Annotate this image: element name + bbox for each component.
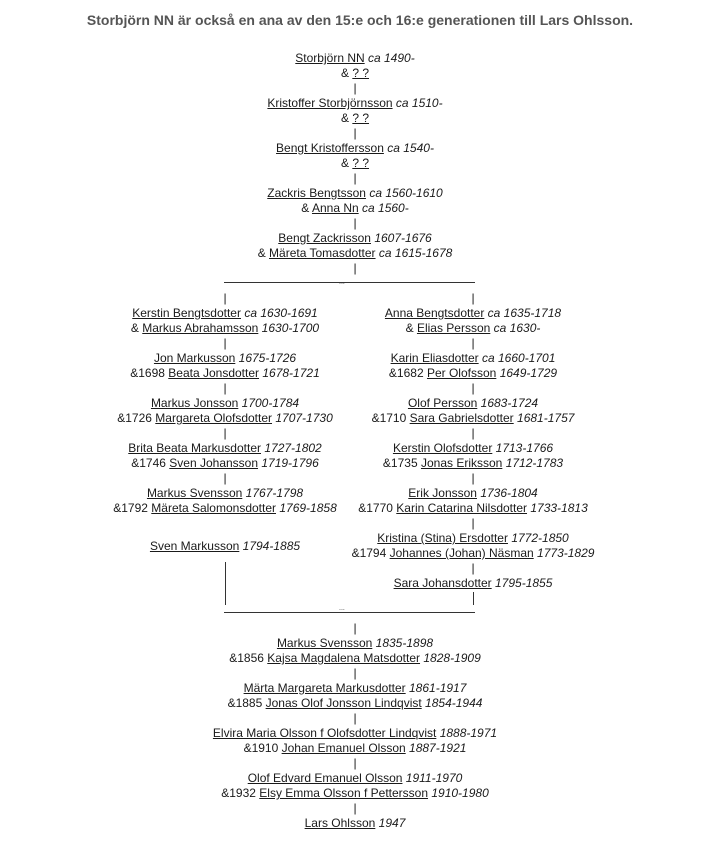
marriage-prefix: &1682 <box>388 366 427 380</box>
person-line <box>155 771 555 786</box>
person-line <box>330 306 616 321</box>
connector: | <box>471 291 475 305</box>
person-link[interactable]: Kristina (Stina) Ersdotter <box>377 531 508 545</box>
person-line <box>155 231 555 246</box>
spouse-line <box>330 456 616 471</box>
marriage-prefix: &1746 <box>131 456 170 470</box>
spouse-link[interactable]: ? ? <box>352 66 370 80</box>
connector: | <box>471 336 475 350</box>
marriage-prefix: &1932 <box>221 786 260 800</box>
spouse-line <box>155 156 555 171</box>
spouse-line <box>155 786 555 801</box>
person-link[interactable]: Markus Svensson <box>146 486 243 500</box>
person-dates: 1947 <box>378 816 406 830</box>
connector: | <box>223 426 227 440</box>
spouse-line <box>155 66 555 81</box>
spouse-dates: 1828-1909 <box>423 651 481 665</box>
spouse-link[interactable]: ? ? <box>352 156 370 170</box>
person-link[interactable]: Karin Eliasdotter <box>390 351 479 365</box>
spouse-line <box>330 546 616 561</box>
person-line <box>155 96 555 111</box>
person-link[interactable]: Markus Svensson <box>276 636 373 650</box>
spouse-line <box>155 246 555 261</box>
connector: | <box>353 261 357 275</box>
person-dates: 1772-1850 <box>511 531 569 545</box>
spouse-dates: 1910-1980 <box>431 786 489 800</box>
person-dates: 1607-1676 <box>374 231 432 245</box>
spouse-dates: ca 1630- <box>493 321 541 335</box>
spouse-link[interactable]: ? ? <box>352 111 370 125</box>
person-line <box>85 306 365 321</box>
spouse-line <box>85 366 365 381</box>
connector: | <box>353 711 357 725</box>
marriage-prefix: &1710 <box>371 411 410 425</box>
fork-line-top <box>224 282 475 283</box>
spouse-link[interactable]: Jonas Eriksson <box>420 456 503 470</box>
left-branch <box>85 291 365 554</box>
fork-ellipsis: ... <box>339 279 345 286</box>
spouse-link[interactable]: Anna Nn <box>311 201 359 215</box>
marriage-prefix: &1856 <box>229 651 268 665</box>
person-dates: 1727-1802 <box>264 441 322 455</box>
person-dates: ca 1540- <box>387 141 434 155</box>
right-branch-connector <box>473 592 474 605</box>
spouse-link[interactable]: Märeta Salomonsdotter <box>151 501 277 515</box>
spouse-dates: 1678-1721 <box>262 366 320 380</box>
connector: | <box>353 666 357 680</box>
spouse-line <box>330 321 616 336</box>
marriage-prefix: &1792 <box>113 501 152 515</box>
person-line <box>155 681 555 696</box>
person-dates: 1794-1885 <box>242 539 301 553</box>
spouse-line <box>155 741 555 756</box>
marriage-prefix: & <box>405 321 417 335</box>
person-link[interactable]: Lars Ohlsson <box>304 816 376 830</box>
left-branch-connector <box>225 562 226 605</box>
person-dates: ca 1560-1610 <box>369 186 443 200</box>
connector: | <box>353 171 357 185</box>
spouse-dates: 1630-1700 <box>261 321 320 335</box>
connector: | <box>471 381 475 395</box>
person-link[interactable]: Bengt Kristoffersson <box>276 141 384 155</box>
person-line <box>155 51 555 66</box>
marriage-prefix: &1726 <box>117 411 156 425</box>
person-dates: ca 1635-1718 <box>487 306 562 320</box>
person-line <box>155 726 555 741</box>
spouse-dates: 1773-1829 <box>537 546 595 560</box>
spouse-line <box>155 201 555 216</box>
person-link[interactable]: Elvira Maria Olsson f Olofsdotter Lindqvist <box>212 726 437 740</box>
spouse-link[interactable]: Johan Emanuel Olsson <box>281 741 406 755</box>
marriage-prefix: &1794 <box>351 546 390 560</box>
spouse-line <box>85 501 365 516</box>
connector: | <box>223 336 227 350</box>
person-link[interactable]: Storbjörn NN <box>295 51 365 65</box>
spouse-link[interactable]: Markus Abrahamsson <box>142 321 259 335</box>
person-line <box>330 396 616 411</box>
connector: | <box>353 81 357 95</box>
spouse-dates: 1681-1757 <box>517 411 575 425</box>
person-link[interactable]: Markus Jonsson <box>150 396 239 410</box>
connector: | <box>471 561 475 575</box>
person-dates: 1713-1766 <box>495 441 554 455</box>
marriage-prefix: &1885 <box>227 696 266 710</box>
person-line <box>330 441 616 456</box>
join-line-bottom <box>224 612 475 613</box>
spouse-link[interactable]: Kajsa Magdalena Matsdotter <box>267 651 421 665</box>
person-link[interactable]: Erik Jonsson <box>408 486 477 500</box>
person-dates: ca 1630-1691 <box>244 306 318 320</box>
person-dates: 1700-1784 <box>241 396 300 410</box>
person-dates: 1736-1804 <box>480 486 538 500</box>
person-dates: ca 1510- <box>395 96 443 110</box>
connector: | <box>223 381 227 395</box>
person-dates: 1911-1970 <box>405 771 463 785</box>
person-dates: 1835-1898 <box>375 636 434 650</box>
marriage-prefix: &1735 <box>382 456 421 470</box>
spouse-dates: 1854-1944 <box>425 696 483 710</box>
spouse-link[interactable]: Margareta Olofsdotter <box>155 411 273 425</box>
marriage-prefix: & <box>340 111 353 125</box>
person-link[interactable]: Kristoffer Storbjörnsson <box>267 96 393 110</box>
spouse-link[interactable]: Jonas Olof Jonsson Lindqvist <box>265 696 422 710</box>
person-link[interactable]: Anna Bengtsdotter <box>384 306 485 320</box>
person-line <box>155 141 555 156</box>
person-line <box>155 816 555 831</box>
spouse-dates: 1649-1729 <box>499 366 558 380</box>
spouse-dates: 1719-1796 <box>261 456 319 470</box>
spouse-line <box>155 651 555 666</box>
person-dates: 1683-1724 <box>480 396 539 410</box>
spouse-dates: ca 1560- <box>362 201 409 215</box>
spouse-line <box>85 456 365 471</box>
marriage-prefix: &1910 <box>243 741 282 755</box>
spouse-link[interactable]: Märeta Tomasdotter <box>269 246 376 260</box>
right-branch <box>330 291 616 591</box>
person-line <box>330 576 616 591</box>
bottom-chain <box>155 621 555 831</box>
connector: | <box>471 471 475 485</box>
marriage-prefix: & <box>340 156 353 170</box>
person-link[interactable]: Märta Margareta Markusdotter <box>243 681 406 695</box>
person-link[interactable]: Zackris Bengtsson <box>267 186 366 200</box>
marriage-prefix: &1770 <box>358 501 397 515</box>
spouse-line <box>85 321 365 336</box>
person-link[interactable]: Sara Johansdotter <box>393 576 492 590</box>
marriage-prefix: & <box>301 201 312 215</box>
spouse-link[interactable]: Johannes (Johan) Näsman <box>389 546 534 560</box>
connector: | <box>223 471 227 485</box>
spouse-link[interactable]: Sara Gabrielsdotter <box>409 411 514 425</box>
spouse-link[interactable]: Per Olofsson <box>426 366 497 380</box>
spouse-line <box>155 696 555 711</box>
top-chain <box>155 51 555 276</box>
connector: | <box>223 291 227 305</box>
person-link[interactable]: Kerstin Olofsdotter <box>392 441 493 455</box>
person-link[interactable]: Kerstin Bengtsdotter <box>132 306 241 320</box>
marriage-prefix: & <box>130 321 143 335</box>
join-ellipsis: ... <box>339 605 345 612</box>
spouse-dates: 1769-1858 <box>279 501 337 515</box>
connector: | <box>353 621 357 635</box>
person-line <box>155 186 555 201</box>
spouse-link[interactable]: Beata Jonsdotter <box>168 366 260 380</box>
person-dates: 1861-1917 <box>409 681 467 695</box>
person-dates: 1767-1798 <box>245 486 304 500</box>
person-link[interactable]: Bengt Zackrisson <box>278 231 371 245</box>
person-dates: 1795-1855 <box>495 576 553 590</box>
marriage-prefix: & <box>257 246 270 260</box>
spouse-link[interactable]: Elias Persson <box>416 321 491 335</box>
person-dates: ca 1660-1701 <box>481 351 556 365</box>
spouse-line <box>330 501 616 516</box>
spouse-line <box>155 111 555 126</box>
person-line <box>85 396 365 411</box>
person-link[interactable]: Brita Beata Markusdotter <box>128 441 261 455</box>
person-line <box>330 531 616 546</box>
person-link[interactable]: Olof Persson <box>407 396 478 410</box>
spouse-link[interactable]: Karin Catarina Nilsdotter <box>396 501 528 515</box>
spouse-dates: 1887-1921 <box>409 741 467 755</box>
connector: | <box>353 126 357 140</box>
person-line <box>85 351 365 366</box>
connector: | <box>353 801 357 815</box>
connector: | <box>471 516 475 530</box>
person-line <box>85 441 365 456</box>
spouse-link[interactable]: Elsy Emma Olsson f Pettersson <box>259 786 429 800</box>
person-link[interactable]: Olof Edvard Emanuel Olsson <box>247 771 403 785</box>
spouse-dates: ca 1615-1678 <box>378 246 453 260</box>
person-dates: 1888-1971 <box>439 726 498 740</box>
person-line <box>330 486 616 501</box>
connector: | <box>353 216 357 230</box>
spouse-dates: 1707-1730 <box>275 411 333 425</box>
spouse-dates: 1733-1813 <box>530 501 588 515</box>
spouse-line <box>330 366 616 381</box>
spouse-dates: 1712-1783 <box>505 456 564 470</box>
spouse-link[interactable]: Sven Johansson <box>169 456 259 470</box>
person-dates: 1675-1726 <box>238 351 297 365</box>
person-line <box>155 636 555 651</box>
person-line <box>85 539 365 554</box>
person-link[interactable]: Sven Markusson <box>149 539 240 553</box>
page-title: Storbjörn NN är också en ana av den 15:e och 16:e generationen till Lars Ohlsson. <box>86 12 634 28</box>
person-line <box>85 486 365 501</box>
connector: | <box>471 426 475 440</box>
connector: | <box>353 756 357 770</box>
person-line <box>330 351 616 366</box>
person-link[interactable]: Jon Markusson <box>153 351 236 365</box>
marriage-prefix: &1698 <box>130 366 169 380</box>
marriage-prefix: & <box>340 66 353 80</box>
spouse-line <box>330 411 616 426</box>
person-dates: ca 1490- <box>368 51 415 65</box>
spouse-line <box>85 411 365 426</box>
